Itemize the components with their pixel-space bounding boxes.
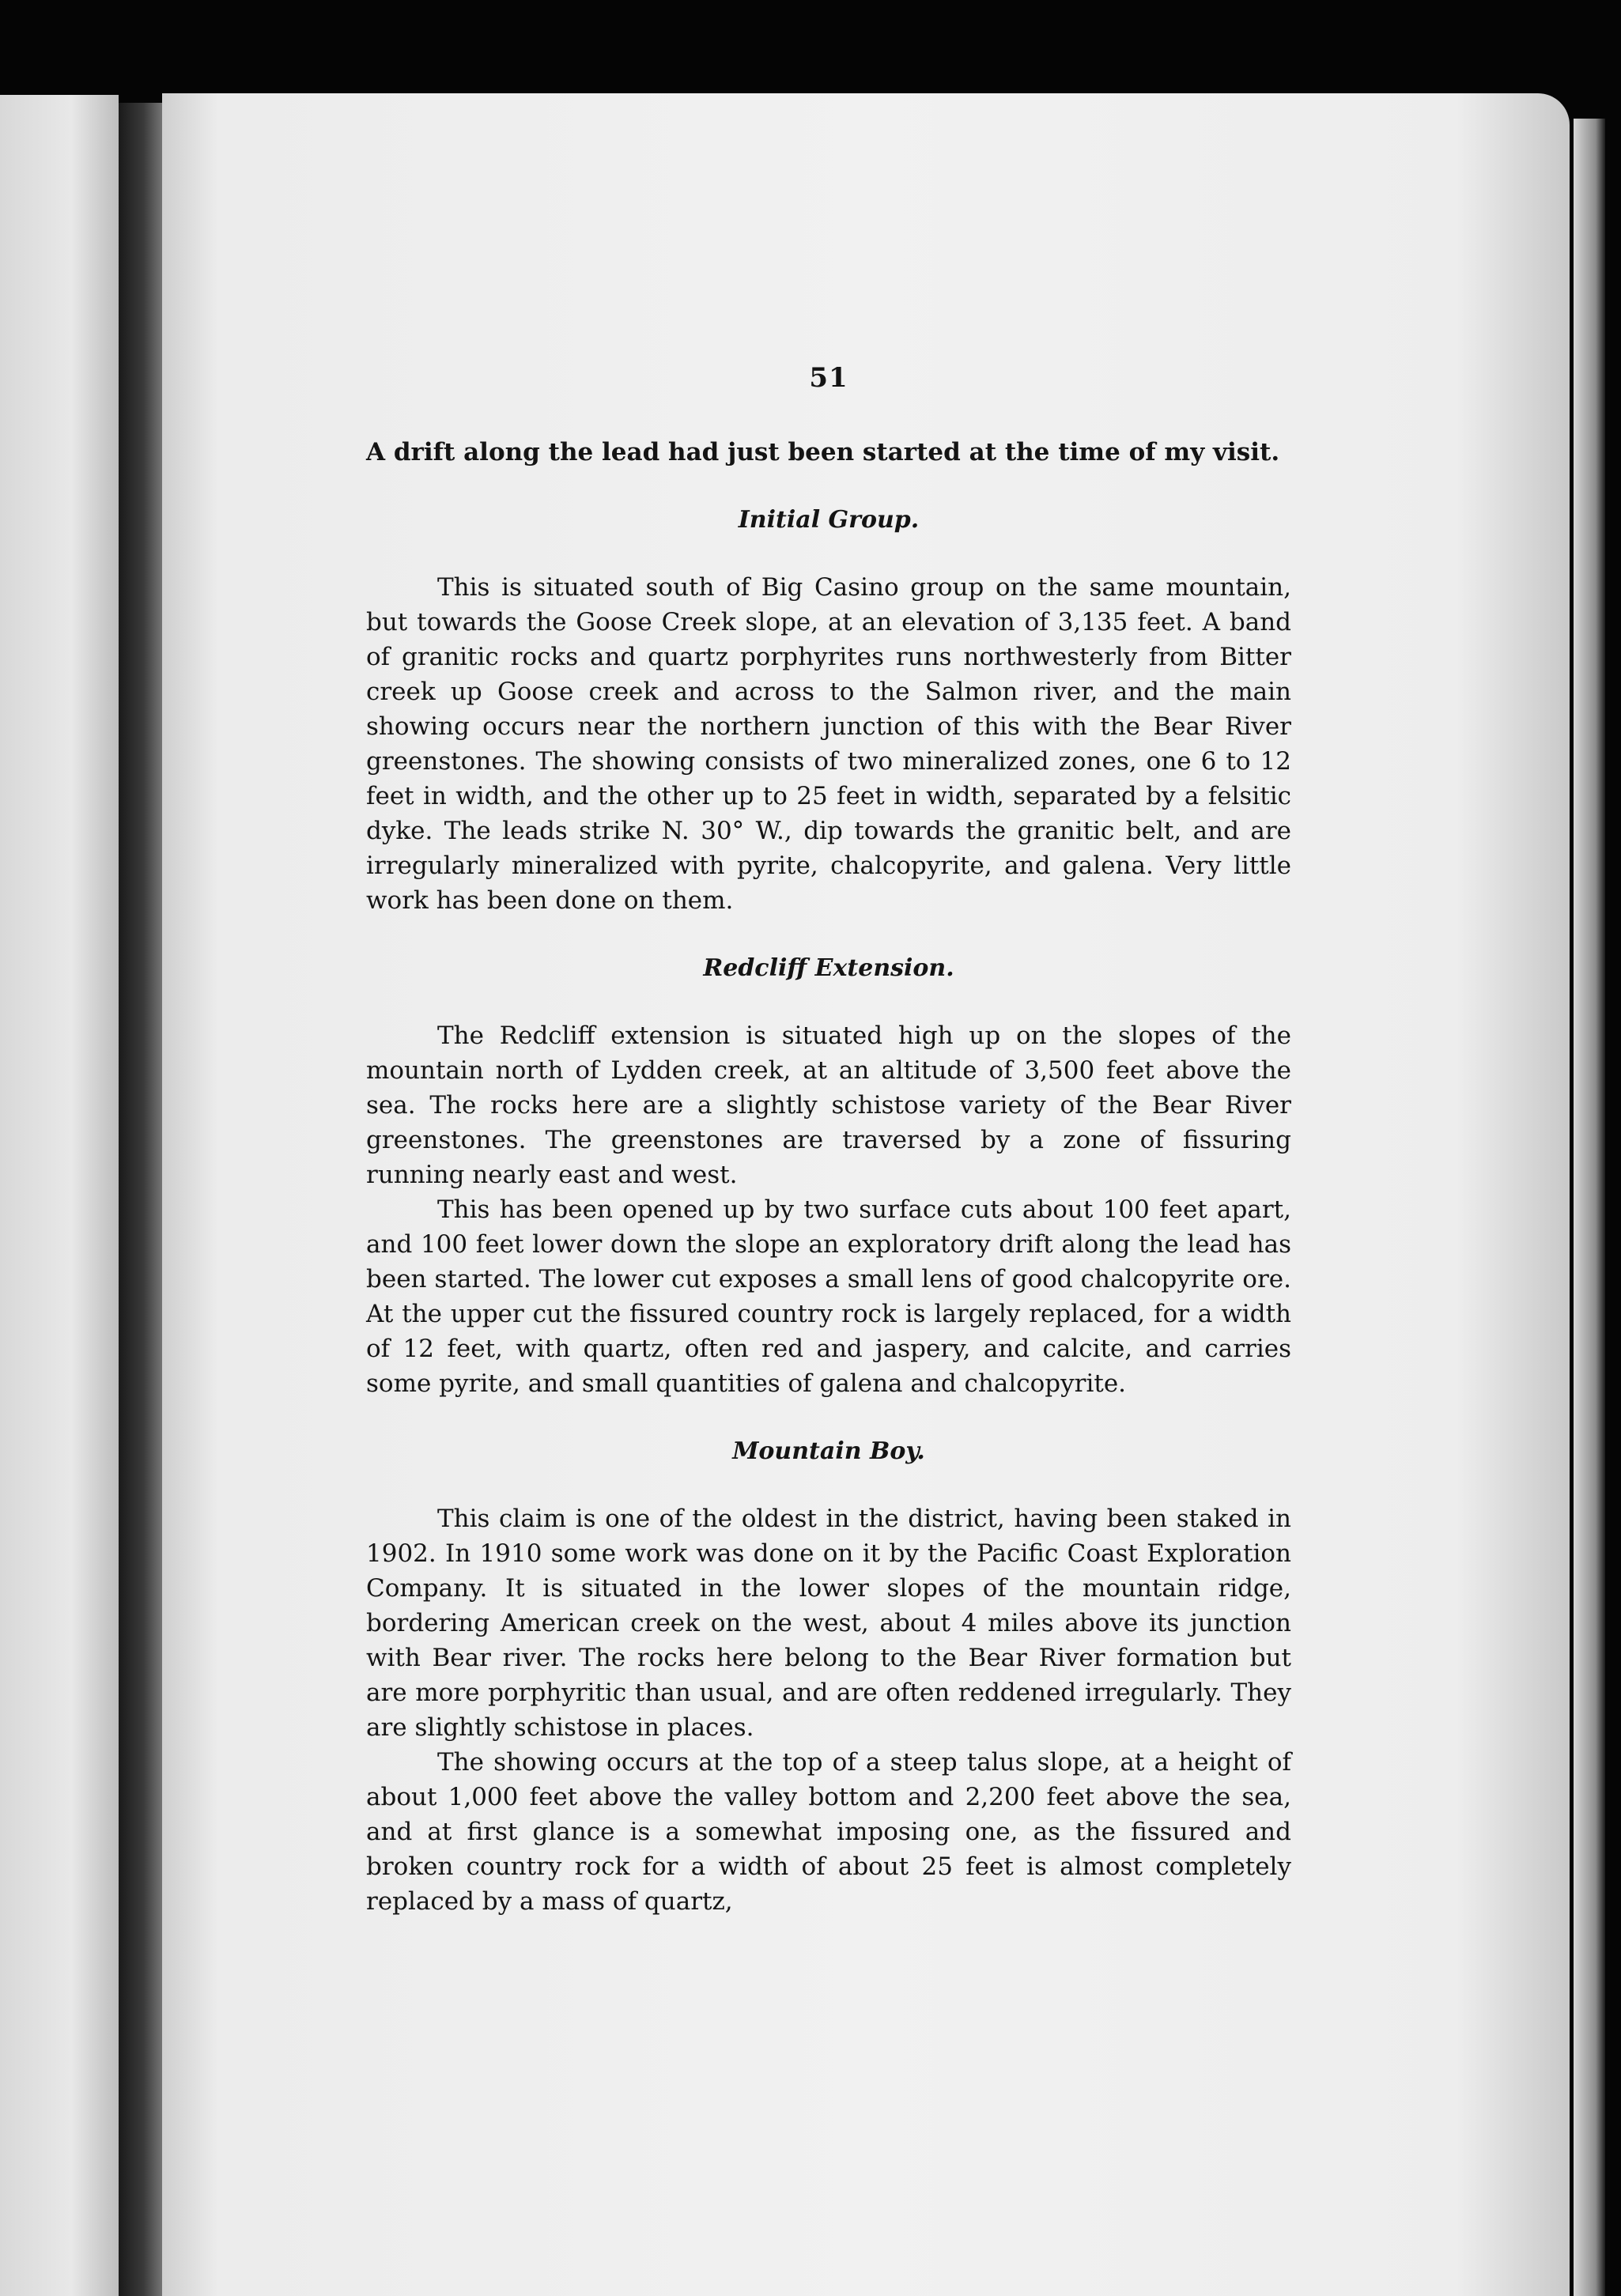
section-heading-redcliff-extension: Redcliff Extension. xyxy=(703,954,954,982)
left-facing-page xyxy=(0,95,119,2296)
section-heading-mountain-boy: Mountain Boy. xyxy=(732,1437,925,1465)
paragraph-redcliff-2: This has been opened up by two surface cuts about 100 feet apart, and 100 feet lower down the slope an exploratory drift along the lead has been started. The lower cut exposes a small lens of good chalcopyrite ore. At the upper cut the fissured country rock is largely replaced, for a width of 12 feet, with quartz, often red and jaspery, and calcite, and carries some pyrite, and small quantities of galena and chalcopyrite. xyxy=(366,1195,1291,1398)
page-number: 51 xyxy=(809,362,848,394)
paragraph-initial-group: This is situated south of Big Casino group on the same mountain, but towards the Goose Creek slope, at an elevation of 3,135 feet. A band of granitic rocks and quartz porphyrites runs northwesterly from Bitter creek up Goose creek and across to the Salmon river, and the main showing occurs near the northern junction of this with the Bear River greenstones. The showing consists of two mineralized zones, one 6 to 12 feet in width, and the other up to 25 feet in width, separated by a felsitic dyke. The leads strike N. 30° W., dip towards the granitic belt, and are irregularly mineralized with pyrite, chalcopyrite, and galena. Very little work has been done on them. xyxy=(366,573,1291,915)
paragraph-mountain-boy-1: This claim is one of the oldest in the district, having been staked in 1902. In 1910 some work was done on it by the Pacific Coast Exploration Company. It is situated in the lower slopes of the mountain ridge, bordering American creek on the west, about 4 miles above its junction with Bear river. The rocks here belong to the Bear River formation but are more porphyritic than usual, and are often reddened irregularly. They are slightly schistose in places. xyxy=(366,1505,1291,1742)
page-edge xyxy=(1574,119,1605,2296)
page-text xyxy=(366,362,1291,1919)
section-heading-initial-group: Initial Group. xyxy=(738,506,920,534)
paragraph-redcliff-1: The Redcliff extension is situated high up on the slopes of the mountain north of Lydden creek, at an altitude of 3,500 feet above the sea. The rocks here are a slightly schistose variety of the Bear River greenstones. The greenstones are traversed by a zone of fissuring running nearly east and west. xyxy=(366,1021,1291,1189)
intro-paragraph: A drift along the lead had just been started at the time of my visit. xyxy=(366,438,1280,466)
paragraph-mountain-boy-2: The showing occurs at the top of a steep talus slope, at a height of about 1,000 feet above the valley bottom and 2,200 feet above the sea, and at first glance is a somewhat imposing one, as the fissured and broken country rock for a width of about 25 feet is almost completely replaced by a mass of quartz, xyxy=(366,1748,1291,1916)
